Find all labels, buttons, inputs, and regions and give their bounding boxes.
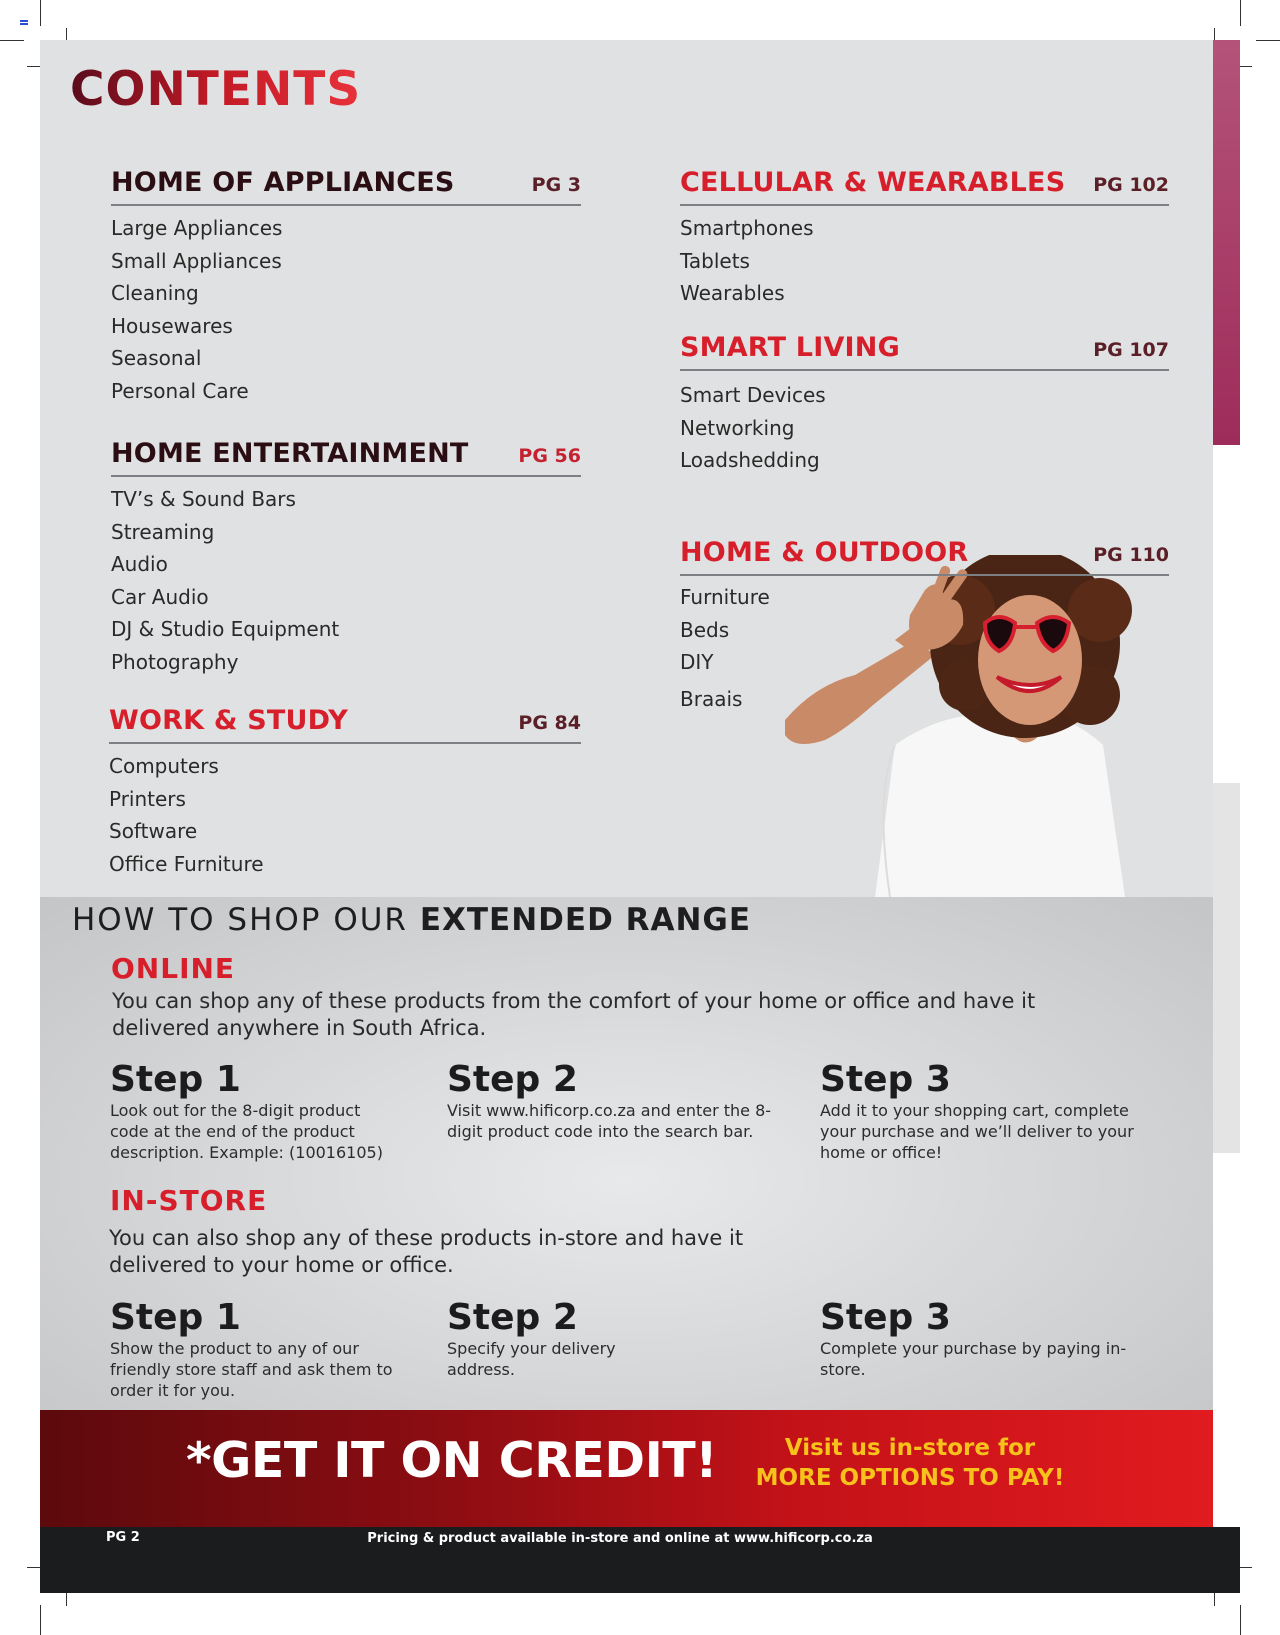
list-item: Smartphones [680, 216, 814, 240]
list-item: Cleaning [111, 281, 199, 306]
section-header [111, 437, 581, 477]
list-item: Smart Devices [680, 383, 826, 407]
crop-mark [0, 40, 24, 41]
list-item: Computers [109, 754, 219, 778]
online-step-1 [110, 1060, 440, 1163]
list-item: Small Appliances [111, 248, 282, 273]
registration-mark [20, 20, 28, 26]
section-page: PG 3 [531, 174, 581, 196]
credit-headline: *GET IT ON CREDIT! [186, 1432, 718, 1489]
section-header [680, 536, 1169, 576]
contents-title: CONTENTS [70, 62, 362, 117]
list-item: Office Furniture [109, 851, 264, 876]
crop-mark [40, 0, 41, 26]
list-item: Software [109, 819, 198, 844]
online-step-2 [447, 1060, 777, 1142]
how-to-shop-title-light: HOW TO SHOP OUR [72, 902, 420, 938]
credit-subline-2: MORE OPTIONS TO PAY! [755, 1465, 1065, 1491]
section-items [111, 212, 581, 408]
step-text: Add it to your shopping cart, complete your purchase and we’ll deliver to your home or office! [820, 1101, 1134, 1162]
list-item: Housewares [111, 313, 233, 338]
section-title: HOME OF APPLIANCES [111, 167, 455, 198]
list-item: Loadshedding [680, 448, 820, 473]
step-title: Step 1 [110, 1059, 241, 1100]
crop-mark [1256, 40, 1280, 41]
in-store-description: You can also shop any of these products in-store and have it delivered to your home or office. [109, 1226, 744, 1277]
list-item: Furniture [680, 585, 770, 609]
step-text: Look out for the 8-digit product code at the end of the product description. Example: (10016105) [110, 1101, 383, 1162]
step-title: Step 3 [820, 1059, 951, 1100]
list-item: Wearables [680, 281, 785, 306]
section-work-study [109, 704, 581, 880]
credit-subline-1: Visit us in-store for [784, 1435, 1036, 1461]
list-item: Beds [680, 617, 730, 642]
section-header [109, 704, 581, 744]
section-title: SMART LIVING [680, 332, 900, 363]
section-home-of-appliances [111, 166, 581, 408]
list-item: Braais [680, 686, 743, 711]
list-item: Networking [680, 415, 795, 440]
online-description: You can shop any of these products from the comfort of your home or office and have it delivered anywhere in South Africa. [112, 989, 1036, 1040]
list-item: Audio [111, 552, 168, 577]
section-title: CELLULAR & WEARABLES [680, 167, 1066, 198]
list-item: Photography [111, 649, 239, 674]
list-item: TV’s & Sound Bars [111, 487, 296, 511]
list-item: Streaming [111, 519, 215, 544]
list-item: Personal Care [111, 378, 249, 403]
section-items [680, 212, 1169, 310]
section-page: PG 84 [518, 712, 581, 734]
list-item: Car Audio [111, 584, 209, 609]
section-title: HOME ENTERTAINMENT [111, 438, 469, 469]
section-page: PG 107 [1093, 339, 1169, 361]
in-store-title: IN-STORE [110, 1184, 268, 1217]
section-header [111, 166, 581, 206]
section-title: WORK & STUDY [109, 705, 348, 736]
step-title: Step 2 [447, 1059, 578, 1100]
section-items [109, 750, 581, 880]
list-item: Seasonal [111, 346, 202, 371]
section-header [680, 166, 1169, 206]
list-item: DIY [680, 650, 714, 675]
section-page: PG 56 [518, 445, 581, 467]
credit-subline [740, 1433, 1080, 1493]
online-title: ONLINE [111, 952, 236, 985]
footer-page-number: PG 2 [106, 1530, 140, 1545]
section-items [680, 581, 1169, 715]
how-to-shop-title [72, 902, 751, 938]
section-page: PG 110 [1093, 544, 1169, 566]
section-smart-living [680, 331, 1169, 477]
section-cellular-wearables [680, 166, 1169, 310]
section-items [111, 483, 581, 679]
side-strip [1213, 783, 1240, 1153]
list-item: Printers [109, 786, 186, 811]
step-text: Specify your delivery address. [447, 1339, 616, 1379]
section-header [680, 331, 1169, 371]
section-home-entertainment [111, 437, 581, 679]
in-store-step-3 [820, 1298, 1150, 1380]
step-text: Complete your purchase by paying in-store. [820, 1339, 1127, 1379]
in-store-step-1 [110, 1298, 440, 1401]
list-item: DJ & Studio Equipment [111, 617, 340, 642]
step-title: Step 3 [820, 1297, 951, 1338]
how-to-shop-title-bold: EXTENDED RANGE [419, 902, 752, 938]
section-title: HOME & OUTDOOR [680, 537, 969, 568]
step-title: Step 1 [110, 1297, 241, 1338]
section-page: PG 102 [1093, 174, 1169, 196]
footer-note: Pricing & product available in-store and online at www.hificorp.co.za [367, 1531, 873, 1546]
online-step-3 [820, 1060, 1150, 1163]
step-text: Visit www.hificorp.co.za and enter the 8-digit product code into the search bar. [447, 1101, 772, 1141]
list-item: Large Appliances [111, 216, 283, 240]
crop-mark [1240, 1605, 1241, 1635]
section-home-outdoor [680, 536, 1169, 715]
crop-mark [1240, 0, 1241, 26]
list-item: Tablets [680, 248, 750, 273]
crop-mark [40, 1605, 41, 1635]
in-store-step-2 [447, 1298, 777, 1380]
side-tab [1213, 40, 1240, 445]
step-text: Show the product to any of our friendly store staff and ask them to order it for you. [110, 1339, 393, 1400]
section-items [680, 379, 1169, 477]
step-title: Step 2 [447, 1297, 578, 1338]
